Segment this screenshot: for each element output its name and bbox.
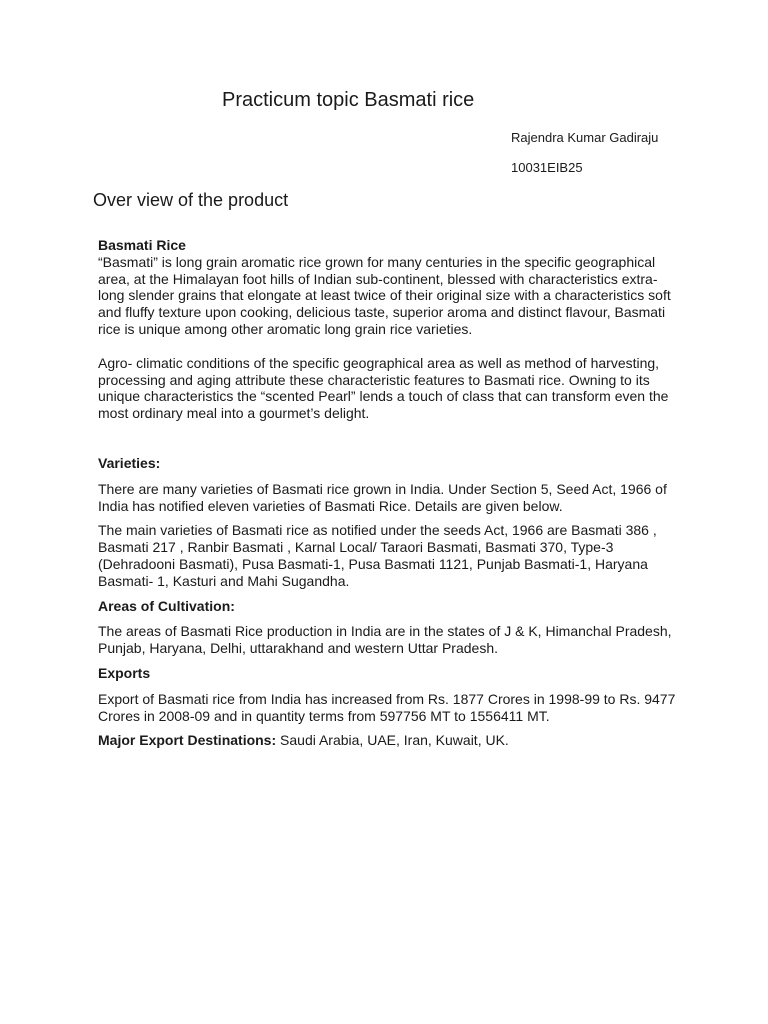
varieties-paragraph-2: The main varieties of Basmati rice as notified under the seeds Act, 1966 are Basmati 386 , Basmati 217 , Ranbir Basmati , Karnal Local/ Taraori Basmati, Basmati 370, Type-3 (Dehradooni Basmati), Pusa Basmati-1, Pusa Basmati 1121, Punjab Basmati-1, Haryana Basmati- 1, Kasturi and Mahi Sugandha. [98,522,657,589]
exports-heading: Exports [98,664,151,681]
export-destinations-label: Major Export Destinations: [98,732,277,749]
export-destinations-line [98,732,678,749]
section-title: Over view of the product [93,190,289,210]
export-destinations-text: Saudi Arabia, UAE, Iran, Kuwait, UK. [276,732,509,749]
varieties-paragraph-1: There are many varieties of Basmati rice grown in India. Under Section 5, Seed Act, 1966 of India has notified eleven varieties of Basmati Rice. Details are given below. [98,480,667,514]
document-body [98,237,678,749]
document-title: Practicum topic Basmati rice [222,89,475,111]
varieties-heading: Varieties: [98,454,161,471]
areas-paragraph: The areas of Basmati Rice production in India are in the states of J & K, Himanchal Pradesh, Punjab, Haryana, Delhi, uttarakhand and western Uttar Pradesh. [98,623,672,657]
author-name: Rajendra Kumar Gadiraju [511,130,659,145]
roll-number: 10031EIB25 [511,160,583,175]
areas-heading: Areas of Cultivation: [98,597,235,614]
exports-paragraph: Export of Basmati rice from India has increased from Rs. 1877 Crores in 1998-99 to Rs. 9477 Crores in 2008-09 and in quantity terms from 597756 MT to 1556411 MT. [98,690,676,724]
basmati-rice-paragraph-1: “Basmati” is long grain aromatic rice grown for many centuries in the specific geographical area, at the Himalayan foot hills of Indian sub-continent, blessed with characteristics extra- long slender grains that elongate at least twice of their original size with a characteristics soft and fluffy texture upon cooking, delicious taste, superior aroma and distinct flavour, Basmati rice is unique among other aromatic long grain rice varieties. [98,253,671,337]
basmati-rice-paragraph-2: Agro- climatic conditions of the specific geographical area as well as method of harvesting, processing and aging attribute these characteristic features to Basmati rice. Owning to its unique characteristics the “scented Pearl” lends a touch of class that can transform even the most ordinary meal into a gourmet’s delight. [98,354,669,422]
basmati-rice-heading: Basmati Rice [98,237,186,253]
